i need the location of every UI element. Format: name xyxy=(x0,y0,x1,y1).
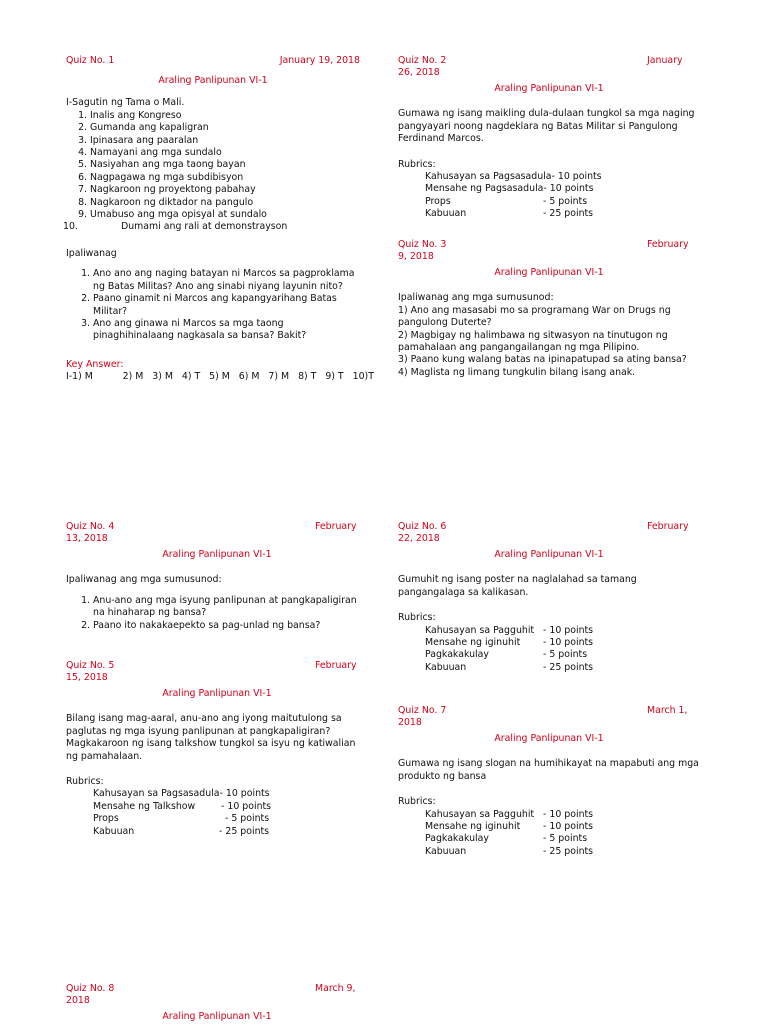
quiz-number: Quiz No. 6 xyxy=(398,521,447,532)
rubric-points: - 25 points xyxy=(543,661,594,673)
quiz-date: January 19, 2018 xyxy=(279,55,360,66)
key-answer-label: Key Answer: xyxy=(66,358,124,370)
subject-title: Araling Panlipunan VI-1 xyxy=(494,733,604,744)
quiz-header xyxy=(398,239,700,263)
subject-title: Araling Panlipunan VI-1 xyxy=(162,549,272,560)
rubric-points: - 10 points xyxy=(543,624,594,636)
quiz-header xyxy=(66,55,360,79)
quiz-8 xyxy=(66,983,368,1036)
rubric-points: - 10 points xyxy=(543,808,594,820)
instruction: Ipaliwanag ang mga sumusunod: xyxy=(66,574,222,586)
question-line: 4) Maglista ng limang tungkulin bilang isang anak. xyxy=(398,366,636,378)
list-item: 1. Inalis ang Kongreso xyxy=(90,110,360,122)
question-line: 3) Paano kung walang batas na ipinapatupad sa ating bansa? xyxy=(398,354,687,366)
rubric-row xyxy=(66,813,368,825)
rubrics-label: Rubrics: xyxy=(398,796,436,808)
quiz-number: Quiz No. 7 xyxy=(398,705,447,716)
rubric-row xyxy=(398,833,700,845)
rubric-name: Kabuuan xyxy=(425,661,467,673)
quiz-number: Quiz No. 2 xyxy=(398,55,447,66)
question-list xyxy=(66,268,360,342)
rubric-name: Pagkakakulay xyxy=(425,833,489,845)
rubric-row xyxy=(398,196,700,208)
rubric-points: - 10 points xyxy=(221,800,272,812)
rubric-row xyxy=(398,809,700,821)
rubric-row xyxy=(398,171,700,183)
list-item: 1. Ano ano ang naging batayan ni Marcos sa pagproklama ng Batas Militas? Ano ang sinabi niyang layunin nito? xyxy=(93,268,360,293)
quiz-date: March 1, 2018 xyxy=(398,705,688,729)
quiz-number: Quiz No. 4 xyxy=(66,521,115,532)
list-item: 2. Paano ginamit ni Marcos ang kapangyarihang Batas Militar? xyxy=(93,293,360,318)
subject-title: Araling Panlipunan VI-1 xyxy=(162,1011,272,1022)
instruction: Gumuhit ng isang poster na naglalahad sa tamang pangangalaga sa kalikasan. xyxy=(398,574,637,598)
quiz-date: January 26, 2018 xyxy=(398,55,683,79)
rubric-name: Kabuuan xyxy=(425,208,467,220)
question-line: 1) Ano ang masasabi mo sa programang War on Drugs ng pangulong Duterte? xyxy=(398,304,671,329)
rubric-row xyxy=(398,846,700,858)
rubric-row xyxy=(398,637,700,649)
rubric-points: - 25 points xyxy=(543,845,594,857)
true-false-list xyxy=(63,109,360,234)
quiz-6 xyxy=(398,521,700,674)
list-item: 8. Nagkaroon ng diktador na pangulo xyxy=(90,197,360,209)
list-item: 3. Ano ang ginawa ni Marcos sa mga taong pinaghihinalaang nagkasala sa bansa? Bakit? xyxy=(93,318,360,343)
rubric-row xyxy=(398,649,700,661)
rubric-row xyxy=(398,662,700,674)
rubric-points: - 5 points xyxy=(543,833,588,845)
rubric-row xyxy=(398,625,700,637)
rubric-row xyxy=(66,801,368,813)
rubric-points: - 5 points xyxy=(543,649,588,661)
rubric-row xyxy=(66,788,368,800)
quiz-3 xyxy=(398,239,700,379)
quiz-header xyxy=(398,705,700,729)
rubrics-label: Rubrics: xyxy=(398,158,436,170)
list-item: 1. Anu-ano ang mga isyung panlipunan at pangkapaligiran na hinaharap ng bansa? xyxy=(93,595,368,620)
quiz-5 xyxy=(66,660,368,838)
list-item: 2. Paano ito nakakaepekto sa pag-unlad ng bansa? xyxy=(93,620,368,632)
rubric-points: - 10 points xyxy=(219,788,270,800)
quiz-date: February 9, 2018 xyxy=(398,239,689,263)
rubric-points: - 5 points xyxy=(225,813,270,825)
rubrics-label: Rubrics: xyxy=(66,776,104,788)
list-item: 9. Umabuso ang mga opisyal at sundalo xyxy=(90,209,360,221)
rubric-name: Props xyxy=(93,813,119,825)
list-item: 10. Dumami ang rali at demonstrayson xyxy=(63,221,288,233)
rubric-name: Mensahe ng Talkshow xyxy=(93,800,196,812)
subject-title: Araling Panlipunan VI-1 xyxy=(494,267,604,278)
subject-title: Araling Panlipunan VI-1 xyxy=(494,83,604,94)
list-item: 5. Nasiyahan ang mga taong bayan xyxy=(90,159,360,171)
quiz-date: March 9, 2018 xyxy=(66,983,356,1007)
section-heading: Ipaliwanag xyxy=(66,247,117,259)
quiz-number: Quiz No. 5 xyxy=(66,660,115,671)
instruction: I-Sagutin ng Tama o Mali. xyxy=(66,97,185,109)
list-item: 6. Nagpagawa ng mga subdibisyon xyxy=(90,172,360,184)
quiz-header xyxy=(398,521,700,545)
rubric-name: Kabuuan xyxy=(425,845,467,857)
list-item: 7. Nagkaroon ng proyektong pabahay xyxy=(90,184,360,196)
rubric-name: Kabuuan xyxy=(93,825,135,837)
subject-title: Araling Panlipunan VI-1 xyxy=(494,549,604,560)
quiz-number: Quiz No. 3 xyxy=(398,239,447,250)
rubric-name: Mensahe ng iginuhit xyxy=(425,821,521,833)
quiz-header xyxy=(398,55,700,79)
rubric-points: - 10 points xyxy=(543,821,594,833)
rubrics-label: Rubrics: xyxy=(398,612,436,624)
rubric-points: - 25 points xyxy=(543,208,594,220)
rubric-name: Kahusayan sa Pagsasadula xyxy=(425,171,552,183)
quiz-4 xyxy=(66,521,368,632)
quiz-date: February 13, 2018 xyxy=(66,521,357,545)
rubric-name: Kahusayan sa Pagsasadula xyxy=(93,788,220,800)
rubric-row xyxy=(398,183,700,195)
rubric-points: - 5 points xyxy=(543,195,588,207)
rubric-name: Mensahe ng iginuhit xyxy=(425,637,521,649)
rubric-name: Kahusayan sa Pagguhit xyxy=(425,624,535,636)
list-item: 2. Gumanda ang kapaligran xyxy=(90,122,360,134)
quiz-1 xyxy=(63,55,374,384)
instruction: Gumawa ng isang maikling dula-dulaan tungkol sa mga naging pangyayari noong nagdeklara ng Batas Militar si Pangulong Ferdinand Marcos. xyxy=(398,108,695,145)
rubric-points: - 10 points xyxy=(543,637,594,649)
subject-title: Araling Panlipunan VI-1 xyxy=(158,75,268,86)
rubric-name: Pagkakakulay xyxy=(425,649,489,661)
quiz-number: Quiz No. 1 xyxy=(66,55,115,66)
list-item: 3. Ipinasara ang paaralan xyxy=(90,135,360,147)
rubric-row xyxy=(66,826,368,838)
rubric-name: Kahusayan sa Pagguhit xyxy=(425,808,535,820)
instruction: Ipaliwanag ang mga sumusunod: xyxy=(398,292,554,304)
question-line: 2) Magbigay ng halimbawa ng sitwasyon na tinutugon ng pamahalaan ang pangangailangan ng mga Pilipino. xyxy=(398,329,668,354)
rubric-name: Props xyxy=(425,195,451,207)
quiz-2 xyxy=(398,55,700,221)
quiz-7 xyxy=(398,705,700,858)
quiz-header xyxy=(66,660,368,684)
question-list xyxy=(66,595,368,632)
rubric-points: - 25 points xyxy=(219,825,270,837)
rubric-row xyxy=(398,821,700,833)
quiz-header xyxy=(66,521,368,545)
quiz-date: February 15, 2018 xyxy=(66,660,357,684)
subject-title: Araling Panlipunan VI-1 xyxy=(162,688,272,699)
instruction: Gumawa ng isang slogan na humihikayat na mapabuti ang mga produkto ng bansa xyxy=(398,758,699,782)
quiz-number: Quiz No. 8 xyxy=(66,983,115,994)
instruction: Bilang isang mag-aaral, anu-ano ang iyong maitutulong sa paglutas ng mga isyung panlipunan at pangkapaligiran? Magkakaroon ng isang talkshow tungkol sa isyu ng katiwalian ng pamahalaan. xyxy=(66,713,356,762)
rubric-name: Mensahe ng Pagsasadula xyxy=(425,183,544,195)
rubric-row xyxy=(398,208,700,220)
rubric-points: - 10 points xyxy=(543,183,594,195)
list-item-text: Dumami ang rali at demonstrayson xyxy=(121,221,288,233)
rubric-points: - 10 points xyxy=(551,171,602,183)
key-answer-text: I-1) M 2) M 3) M 4) T 5) M 6) M 7) M 8) T 9) T 10)T xyxy=(66,371,374,383)
list-item: 4. Namayani ang mga sundalo xyxy=(90,147,360,159)
quiz-header xyxy=(66,983,368,1007)
quiz-date: February 22, 2018 xyxy=(398,521,689,545)
